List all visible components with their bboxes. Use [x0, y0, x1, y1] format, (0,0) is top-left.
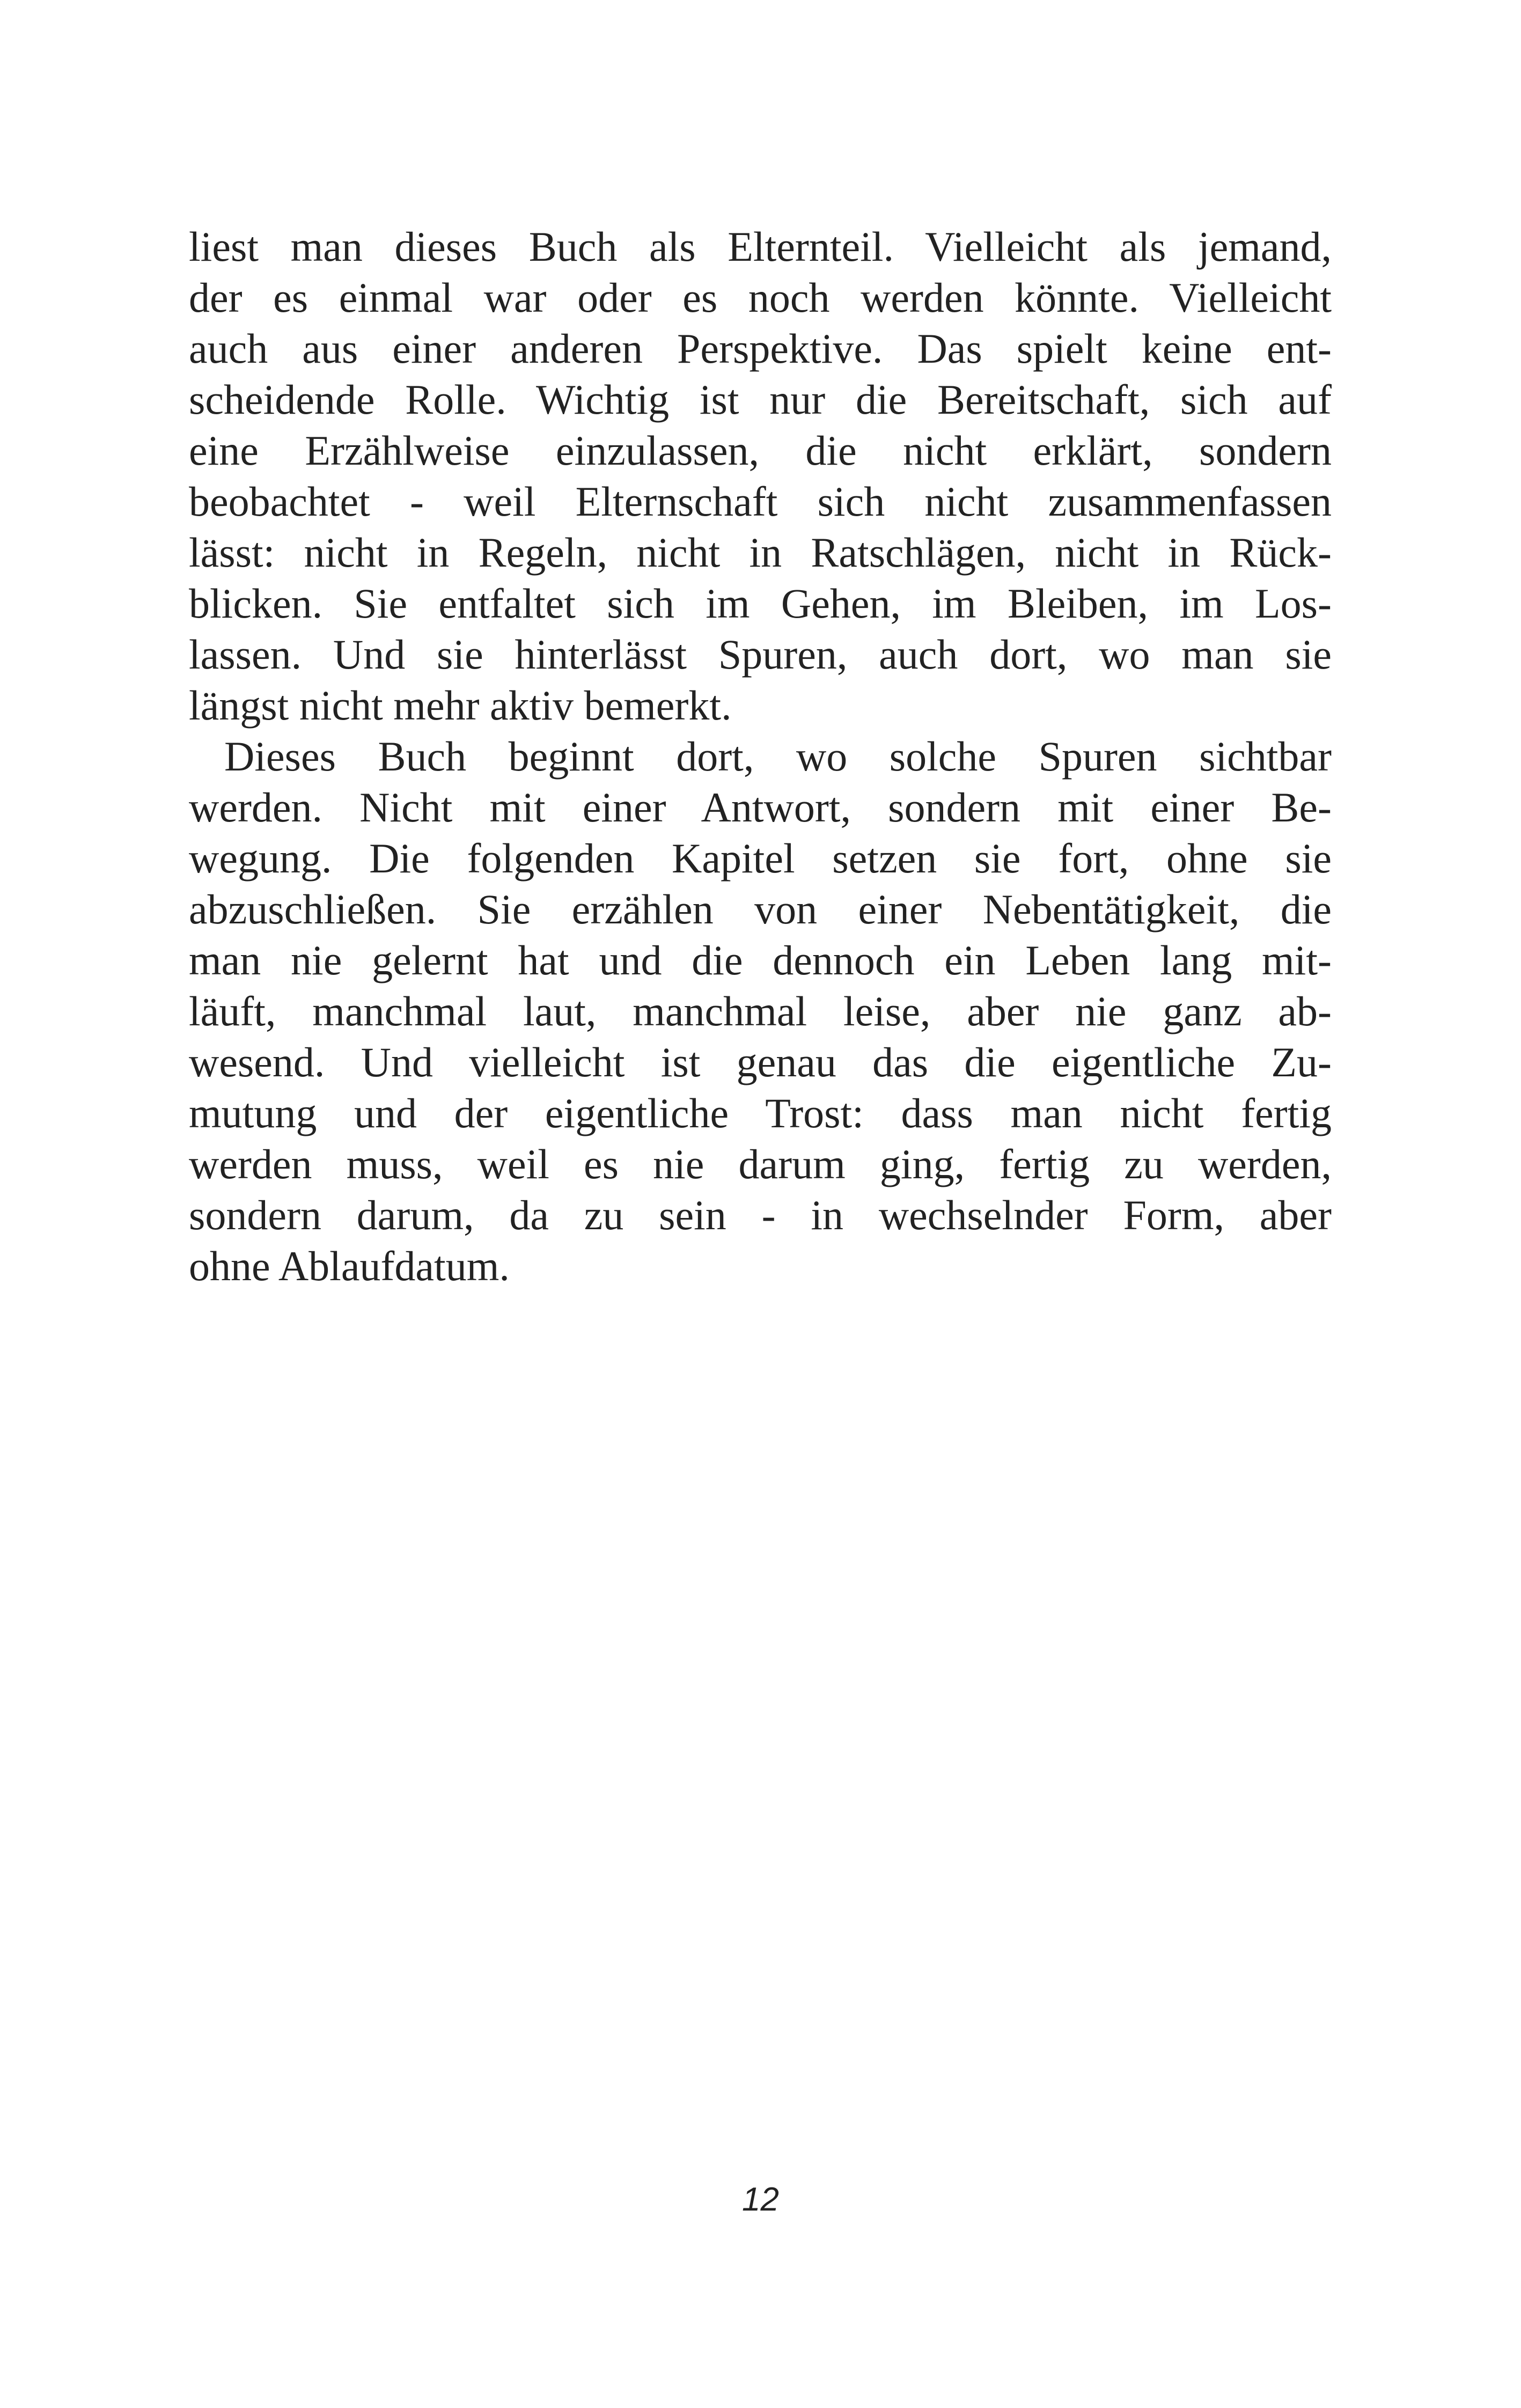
text-line: längst nicht mehr aktiv bemerkt.: [189, 682, 732, 729]
text-line: der es einmal war oder es noch werden könnte. Vielleicht: [189, 274, 1332, 321]
text-line: man nie gelernt hat und die dennoch ein Leben lang mit-: [189, 937, 1332, 983]
text-line: liest man dieses Buch als Elternteil. Vielleicht als jemand,: [189, 223, 1332, 270]
text-line: eine Erzählweise einzulassen, die nicht erklärt, sondern: [189, 427, 1332, 474]
text-line: mutung und der eigentliche Trost: dass man nicht fertig: [189, 1090, 1332, 1136]
text-line: beobachtet - weil Elternschaft sich nicht zusammenfassen: [189, 478, 1332, 525]
text-line: ohne Ablaufdatum.: [189, 1243, 510, 1289]
body-text: [189, 221, 1332, 1291]
text-line: lässt: nicht in Regeln, nicht in Ratschlägen, nicht in Rück-: [189, 529, 1332, 576]
text-line: Dieses Buch beginnt dort, wo solche Spuren sichtbar: [224, 733, 1332, 780]
text-line: werden. Nicht mit einer Antwort, sondern mit einer Be-: [189, 784, 1332, 831]
page-number: 12: [742, 2181, 779, 2218]
paragraph-1: [189, 221, 1332, 731]
text-line: werden muss, weil es nie darum ging, fertig zu werden,: [189, 1141, 1332, 1187]
text-line: lassen. Und sie hinterlässt Spuren, auch dort, wo man sie: [189, 631, 1332, 678]
text-line: wegung. Die folgenden Kapitel setzen sie fort, ohne sie: [189, 835, 1332, 882]
text-line: blicken. Sie entfaltet sich im Gehen, im Bleiben, im Los-: [189, 580, 1332, 627]
text-line: sondern darum, da zu sein - in wechselnder Form, aber: [189, 1192, 1332, 1238]
text-line: auch aus einer anderen Perspektive. Das spielt keine ent-: [189, 325, 1332, 372]
text-line: scheidende Rolle. Wichtig ist nur die Bereitschaft, sich auf: [189, 376, 1332, 423]
text-line: abzuschließen. Sie erzählen von einer Nebentätigkeit, die: [189, 886, 1332, 933]
paragraph-2: [189, 731, 1332, 1291]
text-line: läuft, manchmal laut, manchmal leise, aber nie ganz ab-: [189, 988, 1332, 1034]
text-line: wesend. Und vielleicht ist genau das die eigentliche Zu-: [189, 1039, 1332, 1085]
